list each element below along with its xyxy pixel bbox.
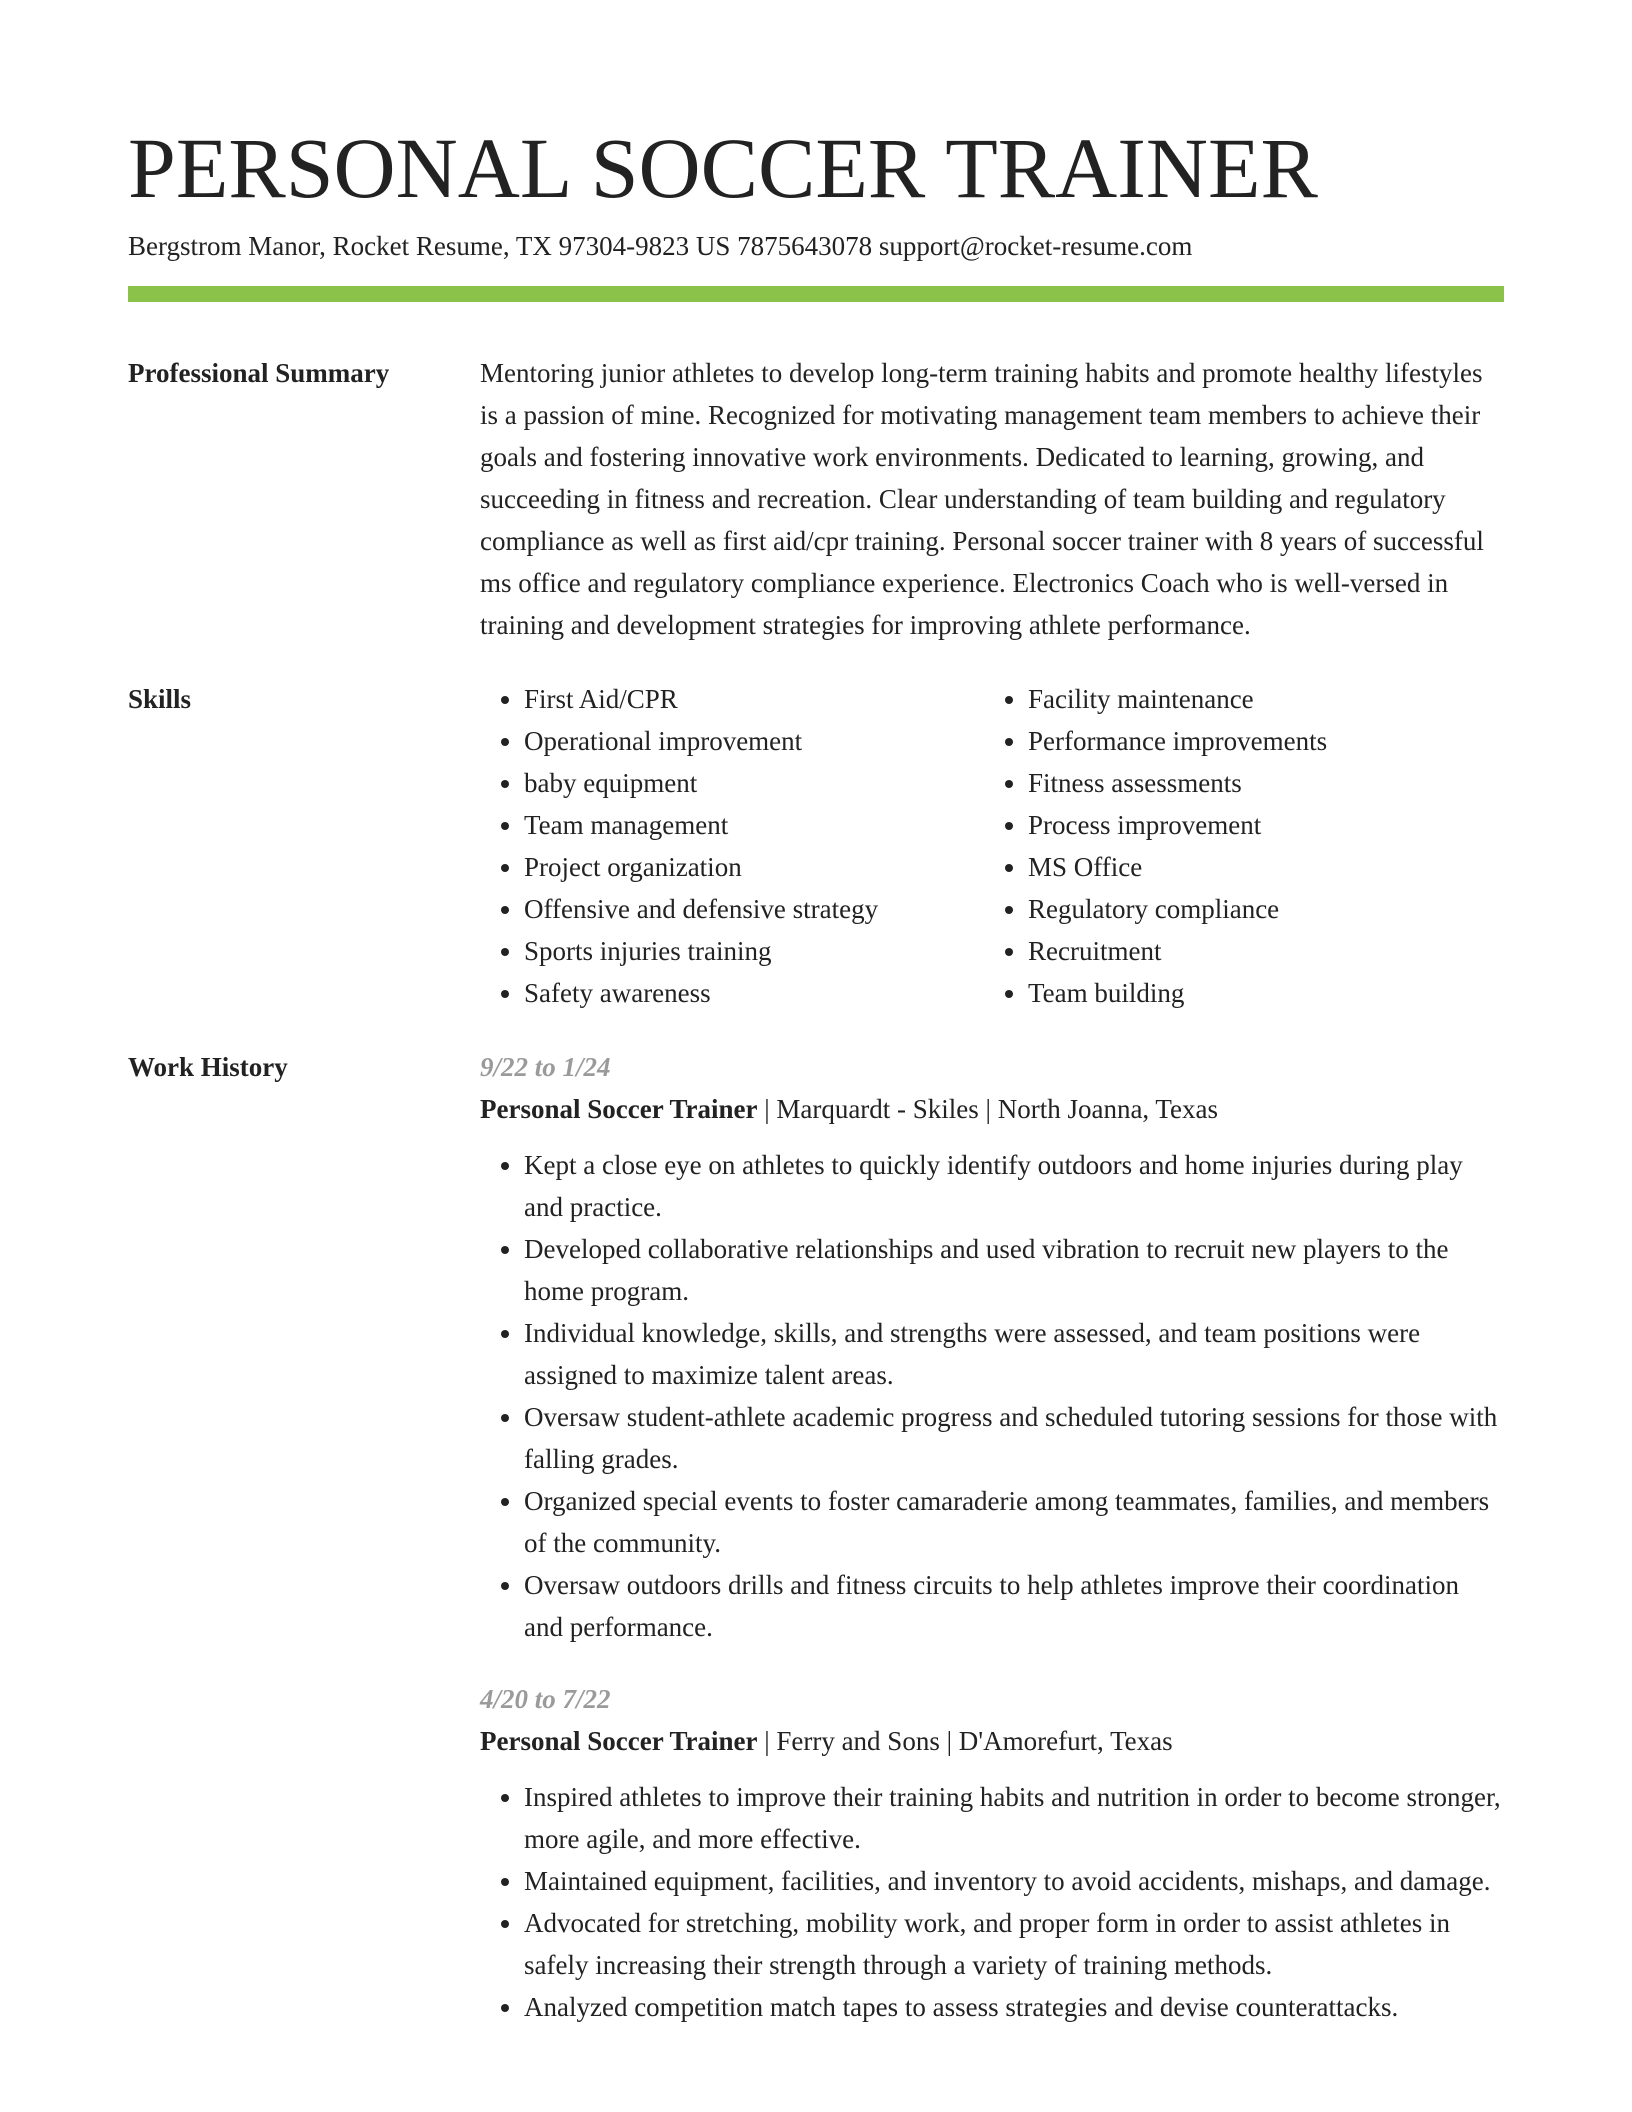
skill-item: • Team building [1028,972,1504,1014]
job-bullet: • Inspired athletes to improve their training habits and nutrition in order to become stronger, more agile, and more effective. [524,1776,1504,1860]
skills-column-2 [984,678,1504,1014]
skill-item: • MS Office [1028,846,1504,888]
skill-item: • Operational improvement [524,720,984,762]
skills-heading: Skills [128,684,192,714]
header-divider [128,286,1504,302]
skill-item: • Offensive and defensive strategy [524,888,984,930]
job-bullet: • Oversaw outdoors drills and fitness circuits to help athletes improve their coordination and performance. [524,1564,1504,1648]
skill-item: • Process improvement [1028,804,1504,846]
job-bullet: • Oversaw student-athlete academic progress and scheduled tutoring sessions for those with falling grades. [524,1396,1504,1480]
job-dates: 9/22 to 1/24 [480,1052,611,1082]
job-bullet: • Organized special events to foster camaraderie among teammates, families, and members of the community. [524,1480,1504,1564]
job-details: | Marquardt - Skiles | North Joanna, Texas [757,1094,1219,1124]
skill-item: • Performance improvements [1028,720,1504,762]
job-entry [480,1678,1504,2028]
summary-text: Mentoring junior athletes to develop long-term training habits and promote healthy lifestyles is a passion of mine. Recognized for motivating management team members to achieve their goals and fostering innovative work environments. Dedicated to learning, growing, and succeeding in fitness and recreation. Clear understanding of team building and regulatory compliance as well as first aid/cpr training. Personal soccer trainer with 8 years of successful ms office and regulatory compliance experience. Electronics Coach who is well-versed in training and development strategies for improving athlete performance. [480,358,1484,640]
job-dates: 4/20 to 7/22 [480,1684,611,1714]
job-entry [480,1046,1504,1648]
job-title: Personal Soccer Trainer [480,1726,758,1756]
work-history-section [128,1046,1504,2028]
job-title: Personal Soccer Trainer [480,1094,758,1124]
skills-section [128,678,1504,1014]
skill-item: • Fitness assessments [1028,762,1504,804]
skill-item: • baby equipment [524,762,984,804]
contact-line [128,228,1504,264]
skill-item: • Sports injuries training [524,930,984,972]
summary-heading: Professional Summary [128,358,390,388]
skill-item: • Recruitment [1028,930,1504,972]
job-bullets [480,1776,1504,2028]
skill-item: • Facility maintenance [1028,678,1504,720]
job-bullet: • Individual knowledge, skills, and strengths were assessed, and team positions were assigned to maximize talent areas. [524,1312,1504,1396]
resume-title: PERSONAL SOCCER TRAINER [128,120,1318,216]
job-details: | Ferry and Sons | D'Amorefurt, Texas [757,1726,1173,1756]
job-bullet: • Maintained equipment, facilities, and inventory to avoid accidents, mishaps, and damage. [524,1860,1504,1902]
job-bullet: • Kept a close eye on athletes to quickly identify outdoors and home injuries during play and practice. [524,1144,1504,1228]
job-heading [480,1088,1504,1130]
job-bullets [480,1144,1504,1648]
job-bullet: • Advocated for stretching, mobility work, and proper form in order to assist athletes in safely increasing their strength through a variety of training methods. [524,1902,1504,1986]
summary-section [128,352,1504,646]
work-history-heading: Work History [128,1052,288,1082]
job-bullet: • Developed collaborative relationships and used vibration to recruit new players to the home program. [524,1228,1504,1312]
skills-column-1 [480,678,984,1014]
contact-email[interactable]: support@rocket-resume.com [878,231,1193,261]
resume-page [128,118,1504,2028]
skill-item: • Safety awareness [524,972,984,1014]
job-heading [480,1720,1504,1762]
skill-item: • Team management [524,804,984,846]
job-bullet: • Analyzed competition match tapes to assess strategies and devise counterattacks. [524,1986,1504,2028]
skill-item: • Regulatory compliance [1028,888,1504,930]
skill-item: • First Aid/CPR [524,678,984,720]
contact-address: Bergstrom Manor, Rocket Resume, TX 97304-9823 US [128,231,731,261]
contact-phone: 7875643078 [737,231,873,261]
skills-list [480,678,1504,1014]
skill-item: • Project organization [524,846,984,888]
